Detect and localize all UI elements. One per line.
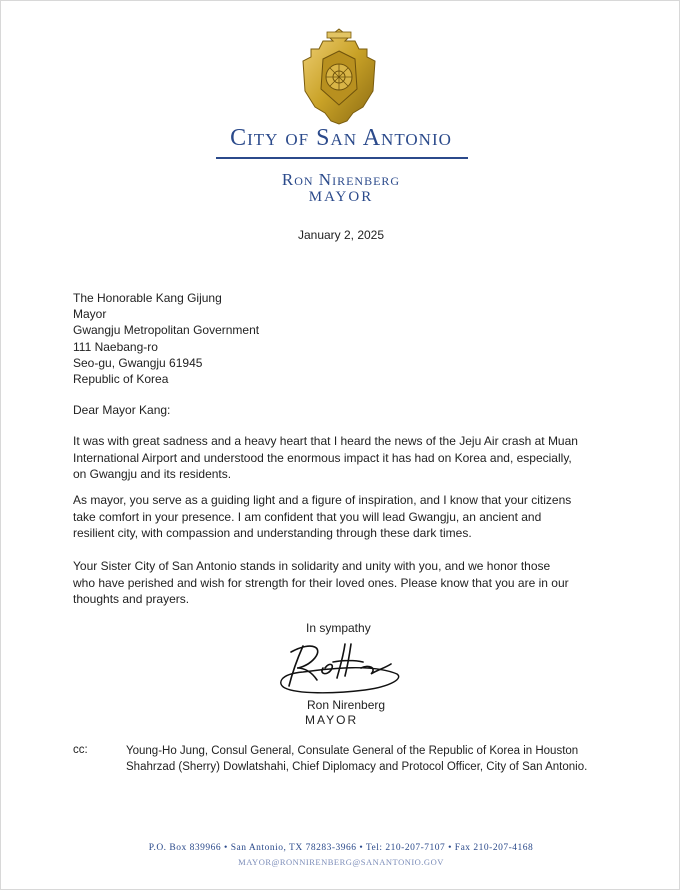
handwritten-signature: [273, 634, 405, 696]
letter-date: January 2, 2025: [297, 228, 385, 242]
address-line: The Honorable Kang Gijung: [73, 291, 222, 305]
body-paragraph: [73, 492, 603, 542]
city-name-heading: City of San Antonio: [230, 125, 452, 151]
paragraph-line: Your Sister City of San Antonio stands in solidarity and unity with you, and we honor those: [73, 559, 551, 573]
salutation: Dear Mayor Kang:: [73, 403, 171, 417]
closing-text: In sympathy: [306, 621, 371, 635]
cc-entry: Shahrzad (Sherry) Dowlatshahi, Chief Diplomacy and Protocol Officer, City of San Antonio.: [126, 760, 588, 773]
address-line: Gwangju Metropolitan Government: [73, 323, 260, 338]
heading-rule: [216, 157, 468, 159]
paragraph-line: International Airport and understood the enormous impact it has had on Korea and, especially,: [73, 450, 572, 465]
address-line: Mayor: [73, 307, 107, 322]
paragraph-line: thoughts and prayers.: [73, 592, 190, 606]
paragraph-line: who have perished and wish for strength for their loved ones. Please know that you are in our: [73, 575, 569, 590]
mayor-title-heading: MAYOR: [308, 189, 374, 205]
footer-contact: P.O. Box 839966 • San Antonio, TX 78283-3966 • Tel: 210-207-7107 • Fax 210-207-4168: [148, 843, 534, 853]
address-line: Seo-gu, Gwangju 61945: [73, 355, 203, 370]
body-paragraph: [73, 558, 603, 608]
city-seal-icon: [297, 27, 381, 125]
signatory-title: MAYOR: [305, 713, 359, 727]
paragraph-line: As mayor, you serve as a guiding light and a figure of inspiration, and I know that your citizens: [73, 493, 572, 507]
address-line: Republic of Korea: [73, 372, 169, 387]
paragraph-line: It was with great sadness and a heavy heart that I heard the news of the Jeju Air crash at Muan: [73, 434, 578, 448]
recipient-address: [73, 290, 259, 387]
signatory-name: Ron Nirenberg: [307, 698, 386, 712]
body-paragraph: [73, 433, 603, 483]
paragraph-line: take comfort in your presence. I am confident that you will lead Gwangju, an ancient and: [73, 509, 542, 524]
cc-label: cc:: [73, 744, 88, 756]
paragraph-line: resilient city, with compassion and understanding through these dark times.: [73, 526, 472, 540]
cc-entry: Young-Ho Jung, Consul General, Consulate General of the Republic of Korea in Houston: [126, 745, 579, 757]
footer-email: MAYOR@RONNIRENBERG@SANANTONIO.GOV: [238, 857, 444, 867]
mayor-name-heading: Ron Nirenberg: [281, 170, 401, 189]
address-line: 111 Naebang-ro: [73, 339, 158, 354]
paragraph-line: on Gwangju and its residents.: [73, 467, 232, 481]
cc-list: [126, 744, 587, 775]
